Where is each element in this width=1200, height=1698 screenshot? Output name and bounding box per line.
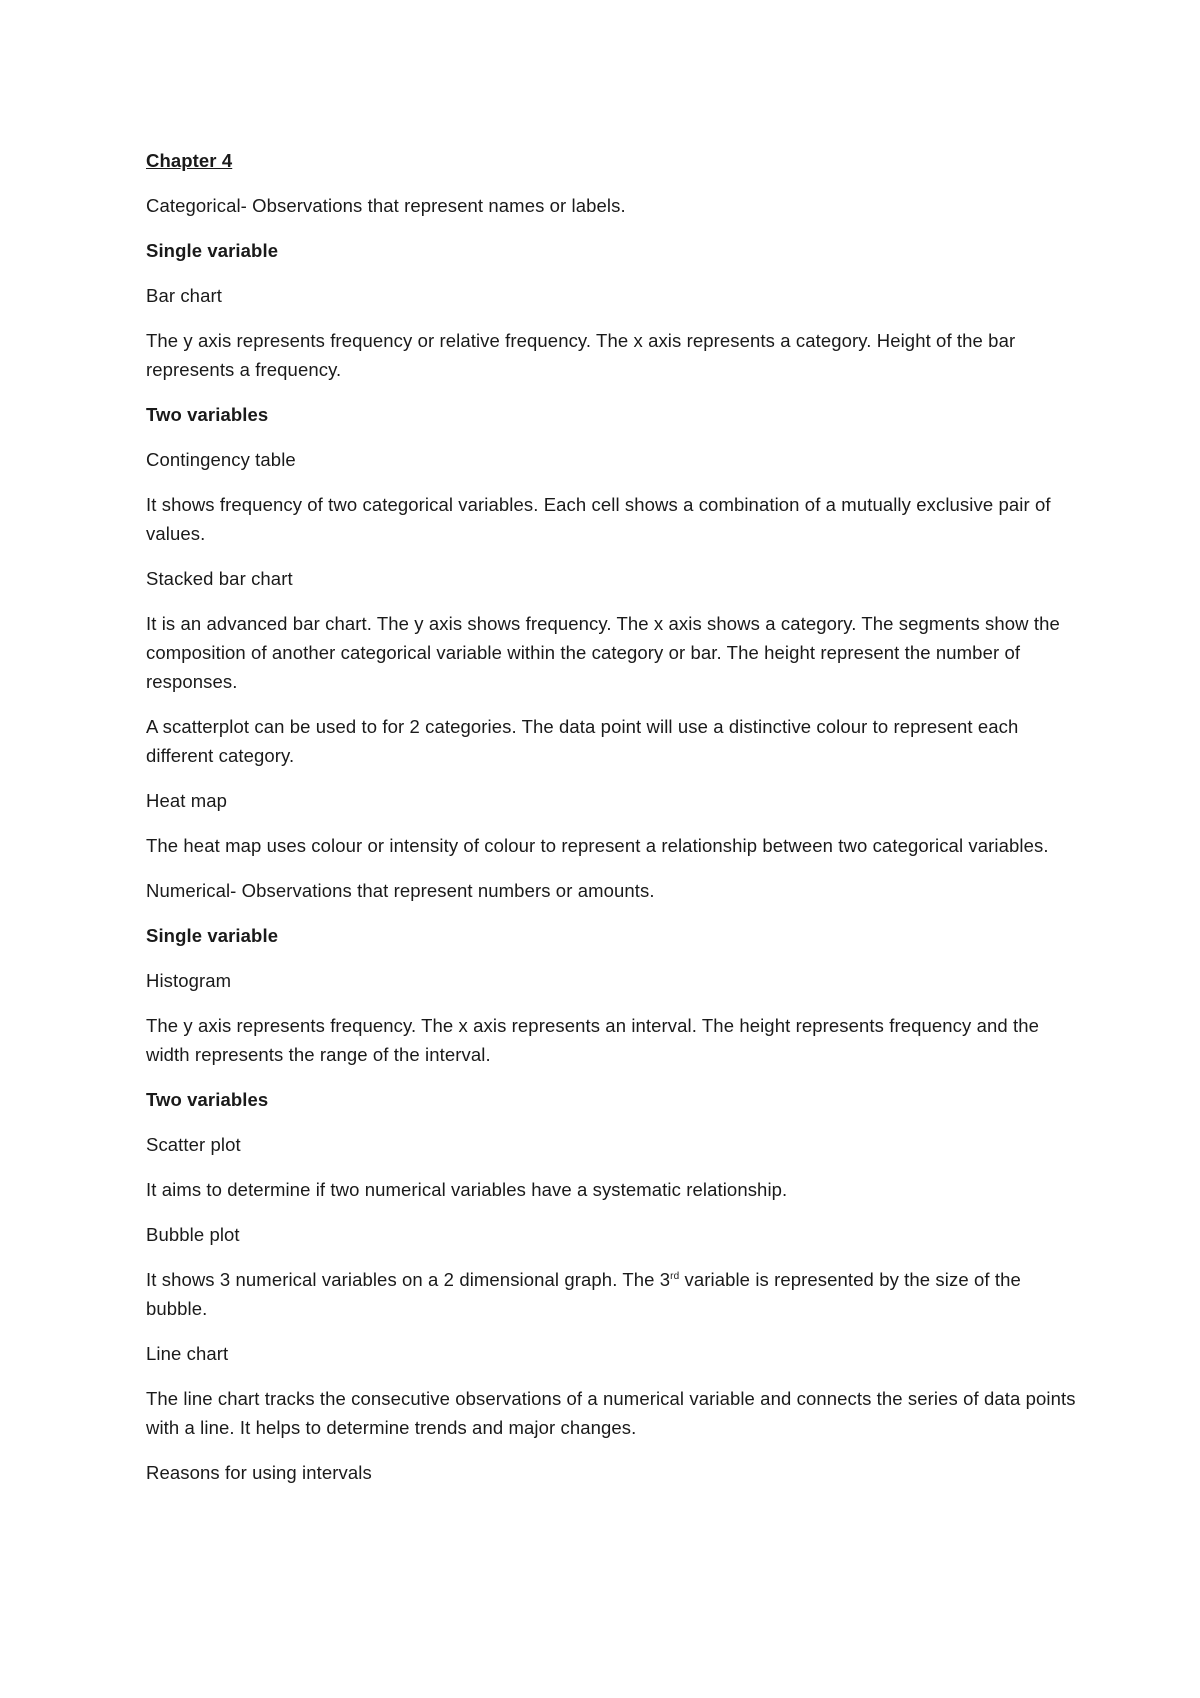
scatter-plot-description: It aims to determine if two numerical variables have a systematic relationship.: [146, 1179, 788, 1200]
categorical-definition: Categorical- Observations that represent names or labels.: [146, 195, 626, 216]
bubble-text-part-2: variable is represented by the size of the bubble.: [146, 1269, 1021, 1319]
line-chart-heading: Line chart: [146, 1343, 229, 1364]
heat-map-heading: Heat map: [146, 790, 228, 811]
bubble-text-part-1: It shows 3 numerical variables on a 2 dimensional graph. The 3: [146, 1269, 671, 1290]
line-chart-description: The line chart tracks the consecutive observations of a numerical variable and connects the series of data points with a line. It helps to determine trends and major changes.: [146, 1388, 1076, 1438]
numerical-definition: Numerical- Observations that represent numbers or amounts.: [146, 880, 655, 901]
chapter-title: Chapter 4: [146, 150, 233, 171]
contingency-table-heading: Contingency table: [146, 449, 296, 470]
stacked-bar-chart-heading: Stacked bar chart: [146, 568, 293, 589]
histogram-description: The y axis represents frequency. The x axis represents an interval. The height represents frequency and the width represents the range of the interval.: [146, 1015, 1040, 1065]
scatterplot-categories-description: A scatterplot can be used to for 2 categories. The data point will use a distinctive colour to represent each different category.: [146, 716, 1019, 766]
stacked-bar-chart-description: It is an advanced bar chart. The y axis shows frequency. The x axis shows a category. The segments show the composition of another categorical variable within the category or bar. The height represent the number of responses.: [146, 613, 1060, 692]
ordinal-suffix: rd: [670, 1270, 680, 1282]
categorical-two-variables-heading: Two variables: [146, 404, 269, 425]
bar-chart-heading: Bar chart: [146, 285, 222, 306]
histogram-heading: Histogram: [146, 970, 232, 991]
intervals-heading: Reasons for using intervals: [146, 1462, 372, 1483]
categorical-single-variable-heading: Single variable: [146, 240, 279, 261]
scatter-plot-heading: Scatter plot: [146, 1134, 241, 1155]
numerical-single-variable-heading: Single variable: [146, 925, 279, 946]
document-body: [146, 146, 1076, 1503]
bar-chart-description: The y axis represents frequency or relative frequency. The x axis represents a category. Height of the bar represents a frequency.: [146, 330, 1016, 380]
contingency-table-description: It shows frequency of two categorical variables. Each cell shows a combination of a mutually exclusive pair of values.: [146, 494, 1051, 544]
bubble-plot-heading: Bubble plot: [146, 1224, 240, 1245]
bubble-plot-description: [146, 1265, 1076, 1323]
numerical-two-variables-heading: Two variables: [146, 1089, 269, 1110]
heat-map-description: The heat map uses colour or intensity of colour to represent a relationship between two categorical variables.: [146, 835, 1049, 856]
